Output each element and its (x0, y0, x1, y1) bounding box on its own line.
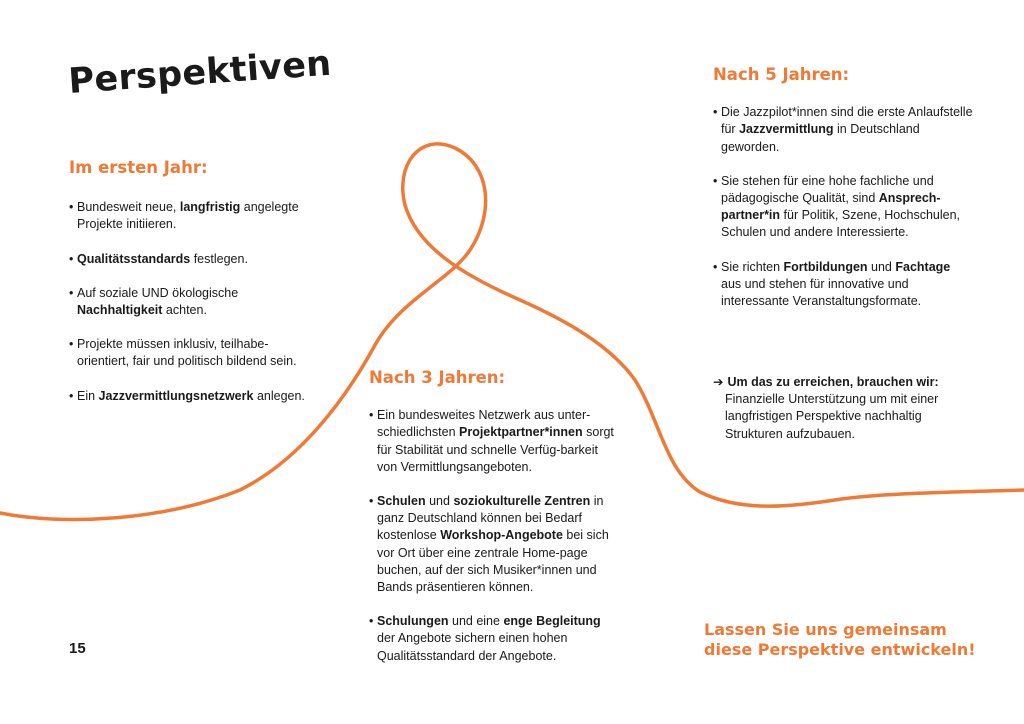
text-run: Bundesweit neue, (77, 200, 180, 215)
bold-text: Fachtage (895, 259, 951, 274)
closing-line-1: Lassen Sie uns gemeinsam (704, 620, 947, 639)
text-run: Die Jazzpilot*innen sind die erste Anlaufstelle für (721, 105, 973, 137)
list-item (69, 336, 319, 370)
bold-text: Qualitätsstandards (77, 251, 191, 266)
page-title: Perspektiven (67, 43, 333, 102)
five-years-section (713, 66, 973, 327)
text-run: Projekte müssen inklusiv, teilhabe-orientiert, fair und politisch bildend sein. (77, 337, 297, 369)
requirements-note (713, 374, 973, 443)
bold-text: Nachhaltigkeit (77, 303, 163, 318)
text-run: für Politik, Szene, Hochschulen, Schulen und andere Interessierte. (721, 208, 960, 240)
bold-text: Jazzvermittlung (739, 122, 834, 137)
list-item (713, 104, 973, 156)
first-year-heading: Im ersten Jahr: (69, 158, 208, 177)
closing-line-2: diese Perspektive entwickeln! (704, 640, 976, 659)
text-run: angelegte Projekte initiieren. (77, 200, 299, 232)
three-years-list (369, 407, 619, 665)
list-item (713, 173, 973, 242)
list-item (713, 259, 973, 311)
text-run: in Deutschland geworden. (721, 122, 920, 154)
bold-text: Schulungen (377, 614, 449, 629)
text-run: und (867, 259, 896, 274)
list-item (69, 285, 319, 319)
bold-text: Fortbildungen (783, 259, 868, 274)
bold-text: enge Begleitung (503, 614, 601, 629)
list-item (69, 251, 319, 268)
five-years-list (713, 104, 973, 310)
list-item (69, 199, 319, 233)
first-year-list (69, 199, 319, 405)
text-run: in ganz Deutschland können bei Bedarf kostenlose (377, 494, 604, 543)
text-run: Auf soziale UND ökologische (77, 285, 239, 300)
bold-text: Ansprech-partner*in (721, 191, 941, 223)
three-years-section (369, 369, 619, 682)
text-run: festlegen. (190, 251, 248, 266)
bold-text: Workshop-Angebote (440, 528, 563, 543)
first-year-section (69, 159, 319, 422)
bold-text: Projektpartner*innen (459, 425, 583, 440)
text-run: achten. (162, 303, 207, 318)
text-run: Sie richten (721, 259, 784, 274)
text-run: der Angebote sichern einen hohen Qualitätsstandard der Angebote. (377, 631, 568, 663)
bold-text: langfristig (179, 200, 241, 215)
page-number: 15 (69, 640, 86, 657)
text-run: und eine (448, 614, 504, 629)
bold-text: Jazzvermittlungsnetzwerk (98, 388, 254, 403)
requirements-lead: Um das zu erreichen, brauchen wir: (727, 375, 939, 389)
requirements-lead-line (713, 374, 973, 391)
text-run: Ein (77, 388, 99, 403)
text-run: und (425, 494, 454, 509)
bold-text: Schulen (377, 494, 426, 509)
requirements-text: Finanzielle Unterstützung um mit einer langfristigen Perspektive nachhaltig Strukturen aufzubauen. (725, 392, 939, 441)
text-run: bei sich vor Ort über eine zentrale Home-page buchen, auf der sich Musiker*innen und Bands präsentieren können. (377, 528, 609, 595)
list-item (369, 613, 619, 665)
list-item (369, 407, 619, 476)
text-run: sorgt für Stabilität und schnelle Verfüg-barkeit von Vermittlungsangeboten. (377, 425, 614, 474)
closing-statement (704, 620, 976, 660)
text-run: Sie stehen für eine hohe fachliche und pädagogische Qualität, sind (721, 173, 934, 206)
list-item (369, 493, 619, 596)
list-item (69, 388, 319, 405)
arrow-right-icon: ➔ (713, 375, 724, 389)
three-years-heading: Nach 3 Jahren: (369, 368, 506, 387)
five-years-heading: Nach 5 Jahren: (713, 65, 850, 84)
text-run: aus und stehen für innovative und interessante Veranstaltungsformate. (721, 276, 922, 309)
text-run: Ein bundesweites Netzwerk aus unter-schiedlichsten (377, 408, 591, 440)
text-run: anlegen. (253, 388, 305, 403)
bold-text: soziokulturelle Zentren (453, 494, 591, 509)
